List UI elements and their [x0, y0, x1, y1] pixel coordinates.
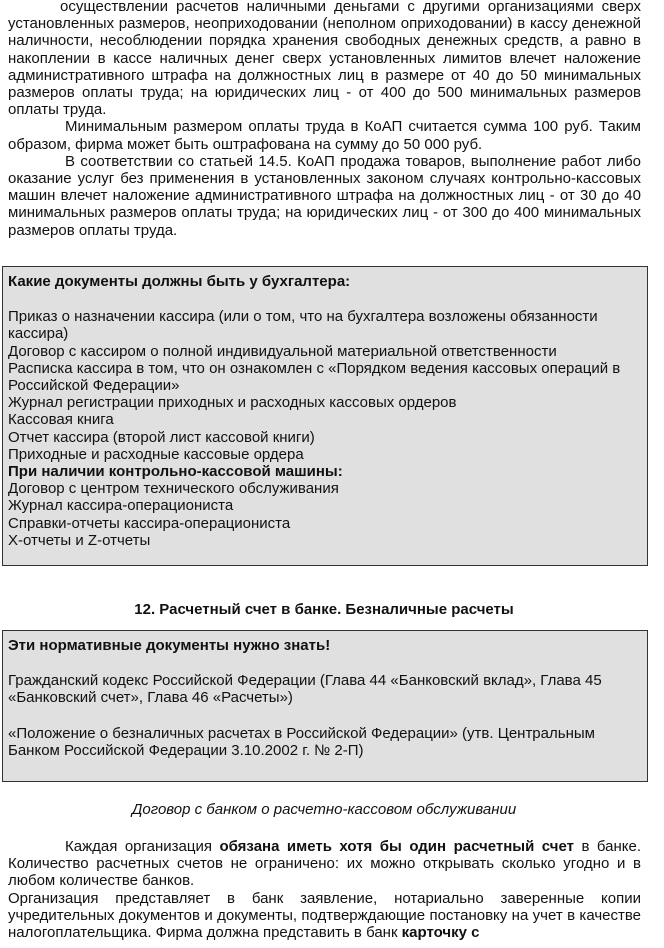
top-text-block	[8, 0, 641, 239]
required-documents-box	[2, 266, 648, 566]
list-item: Кассовая книга	[8, 411, 114, 429]
list-item: Отчет кассира (второй лист кассовой книги)	[8, 428, 315, 446]
text-span: Каждая организация	[65, 838, 220, 855]
bank-contract-subheading: Договор с банком о расчетно-кассовом обслуживании	[131, 801, 517, 818]
list-item: Журнал регистрации приходных и расходных кассовых ордеров	[8, 394, 457, 412]
list-item: Справки-отчеты кассира-операциониста	[8, 514, 291, 532]
normative-documents-title: Эти нормативные документы нужно знать!	[8, 637, 331, 654]
section-heading: 12. Расчетный счет в банке. Безналичные расчеты	[134, 601, 514, 618]
paragraph-article-14-5: В соответствии со статьей 14.5. КоАП продажа товаров, выполнение работ либо оказание услуг без применения в установленных законом случаях контрольно-кассовых машин влечет наложение административного штрафа на должностных лиц - от 30 до 40 минимальных размеров оплаты труда; на юридических лиц - от 300 до 400 минимальных размеров оплаты труда.	[8, 152, 641, 239]
list-item: Журнал кассира-операциониста	[8, 497, 234, 515]
paragraph-fines-cash: осуществлении расчетов наличными деньгами с другими организациями сверх установленных размеров, неоприходовании (неполном оприходовании) в кассу денежной наличности, несоблюдении порядка хранения свободных денежных средств, а равно в накоплении в кассе наличных денег сверх установленных лимитов влечет наложение административного штрафа на должностных лиц в размере от 40 до 50 минимальных размеров оплаты труда; на юридических лиц - от 400 до 500 минимальных размеров оплаты труда.	[8, 0, 641, 119]
list-item: Расписка кассира в том, что он ознакомлен с «Порядком ведения кассовых операций в Российской Федерации»	[8, 359, 621, 395]
list-item: Договор с кассиром о полной индивидуальной материальной ответственности	[8, 342, 557, 360]
required-documents-title: Какие документы должны быть у бухгалтера:	[8, 273, 351, 290]
text-span: в банке. Количество расчетных счетов не ограничено: их можно открывать сколько угодно и в любом количестве банков.	[8, 838, 642, 890]
text-span: Организация представляет в банк заявление, нотариально заверенные копии учредительных документов и документы, подтверждающие постановку на учет в качестве налогоплательщика. Фирма должна представить в банк	[8, 889, 641, 942]
civil-code-paragraph: Гражданский кодекс Российской Федерации (Глава 44 «Банковский вклад», Глава 45 «Банковский счет», Глава 46 «Расчеты»)	[8, 672, 602, 707]
list-item: Приказ о назначении кассира (или о том, что на бухгалтера возложены обязанности кассира)	[8, 308, 598, 343]
paragraph-account-required	[8, 838, 641, 890]
bottom-text-block	[8, 838, 641, 941]
normative-documents-box	[2, 630, 648, 782]
emphasis-text: обязана иметь хотя бы один расчетный счет	[219, 838, 574, 855]
required-documents-list	[8, 308, 643, 549]
cash-register-subtitle: При наличии контрольно-кассовой машины:	[8, 463, 343, 481]
paragraph-bank-documents	[8, 890, 641, 942]
paragraph-minimum-wage: Минимальным размером оплаты труда в КоАП считается сумма 100 руб. Таким образом, фирма может быть оштрафована на сумму до 50 000 руб.	[8, 118, 641, 153]
regulation-paragraph: «Положение о безналичных расчетах в Российской Федерации» (утв. Центральным Банком Российской Федерации 3.10.2002 г. № 2-П)	[8, 724, 595, 759]
list-item: Приходные и расходные кассовые ордера	[8, 445, 304, 463]
emphasis-text: карточку с	[401, 924, 480, 942]
list-item: X-отчеты и Z-отчеты	[8, 531, 151, 549]
list-item: Договор с центром технического обслуживания	[8, 480, 339, 498]
